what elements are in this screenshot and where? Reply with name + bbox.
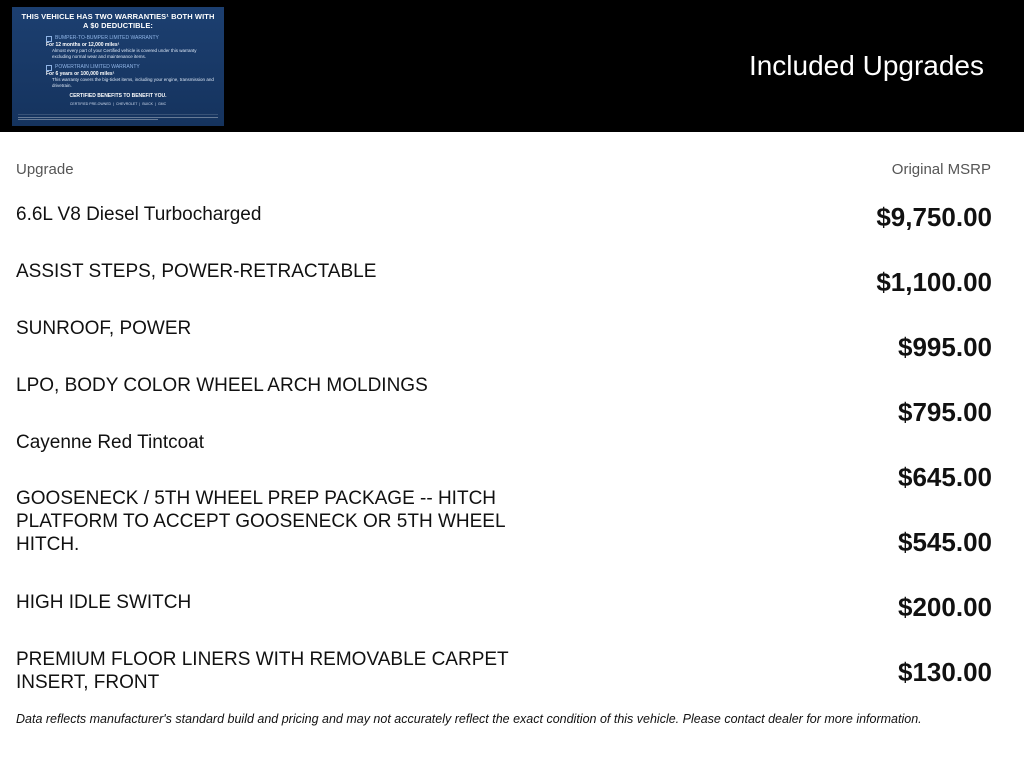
upgrade-name: SUNROOF, POWER <box>16 318 192 339</box>
upgrade-price: $200.00 <box>898 592 992 622</box>
upgrade-price: $1,100.00 <box>876 267 992 297</box>
promo-block-heading: BUMPER-TO-BUMPER LIMITED WARRANTY <box>55 35 159 41</box>
promo-fine-print <box>18 114 218 121</box>
upgrade-price: $995.00 <box>898 332 992 362</box>
upgrade-name: Cayenne Red Tintcoat <box>16 432 205 453</box>
upgrade-price: $645.00 <box>898 462 992 492</box>
upgrade-name: LPO, BODY COLOR WHEEL ARCH MOLDINGS <box>16 375 428 396</box>
disclaimer: Data reflects manufacturer's standard build and pricing and may not accurately reflect the exact condition of this vehicle. Please contact dealer for more information. <box>16 712 922 726</box>
warranty-promo-image <box>12 7 224 126</box>
checkbox-icon <box>46 36 52 42</box>
upgrade-name: 6.6L V8 Diesel Turbocharged <box>16 204 262 225</box>
page-header <box>0 0 1024 132</box>
upgrade-name: PREMIUM FLOOR LINERS WITH REMOVABLE CARPET INSERT, FRONT <box>16 649 509 693</box>
checkbox-icon <box>46 65 52 71</box>
promo-block-sub: For 6 years or 100,000 miles¹ <box>46 71 115 77</box>
promo-block-body: Almost every part of your Certified vehicle is covered under this warranty excluding normal wear and maintenance items. <box>52 48 197 59</box>
logo-gmc: GMC <box>157 102 167 106</box>
logo-certified: CERTIFIED PRE-OWNED <box>69 102 112 106</box>
column-header-msrp: Original MSRP <box>891 161 991 178</box>
page-title: Included Upgrades <box>748 50 984 81</box>
promo-tagline: CERTIFIED BENEFITS TO BENEFIT YOU. <box>69 93 167 99</box>
promo-title: THIS VEHICLE HAS TWO WARRANTIES¹ BOTH WITH A $0 DEDUCTIBLE: <box>21 12 215 30</box>
promo-block-sub: For 12 months or 12,000 miles¹ <box>46 42 120 48</box>
column-header-upgrade: Upgrade <box>16 161 74 178</box>
upgrade-price: $9,750.00 <box>876 202 992 232</box>
upgrade-name: ASSIST STEPS, POWER-RETRACTABLE <box>16 261 377 282</box>
promo-block-bumper <box>20 35 216 59</box>
logo-buick: BUICK <box>142 102 154 106</box>
upgrade-price: $795.00 <box>898 397 992 427</box>
promo-logos: CERTIFIED PRE-OWNED | CHEVROLET | BUICK | GMC <box>69 102 167 106</box>
logo-chevrolet: CHEVROLET <box>115 102 138 106</box>
upgrade-price: $545.00 <box>898 527 992 557</box>
upgrade-name: HIGH IDLE SWITCH <box>16 592 192 613</box>
promo-block-powertrain <box>20 64 216 88</box>
promo-block-body: This warranty covers the big-ticket items, including your engine, transmission and drivetrain. <box>52 77 214 88</box>
upgrade-price: $130.00 <box>898 657 992 687</box>
promo-block-heading: POWERTRAIN LIMITED WARRANTY <box>55 64 140 70</box>
upgrade-name: GOOSENECK / 5TH WHEEL PREP PACKAGE -- HITCH PLATFORM TO ACCEPT GOOSENECK OR 5TH WHEEL HITCH. <box>16 488 505 555</box>
